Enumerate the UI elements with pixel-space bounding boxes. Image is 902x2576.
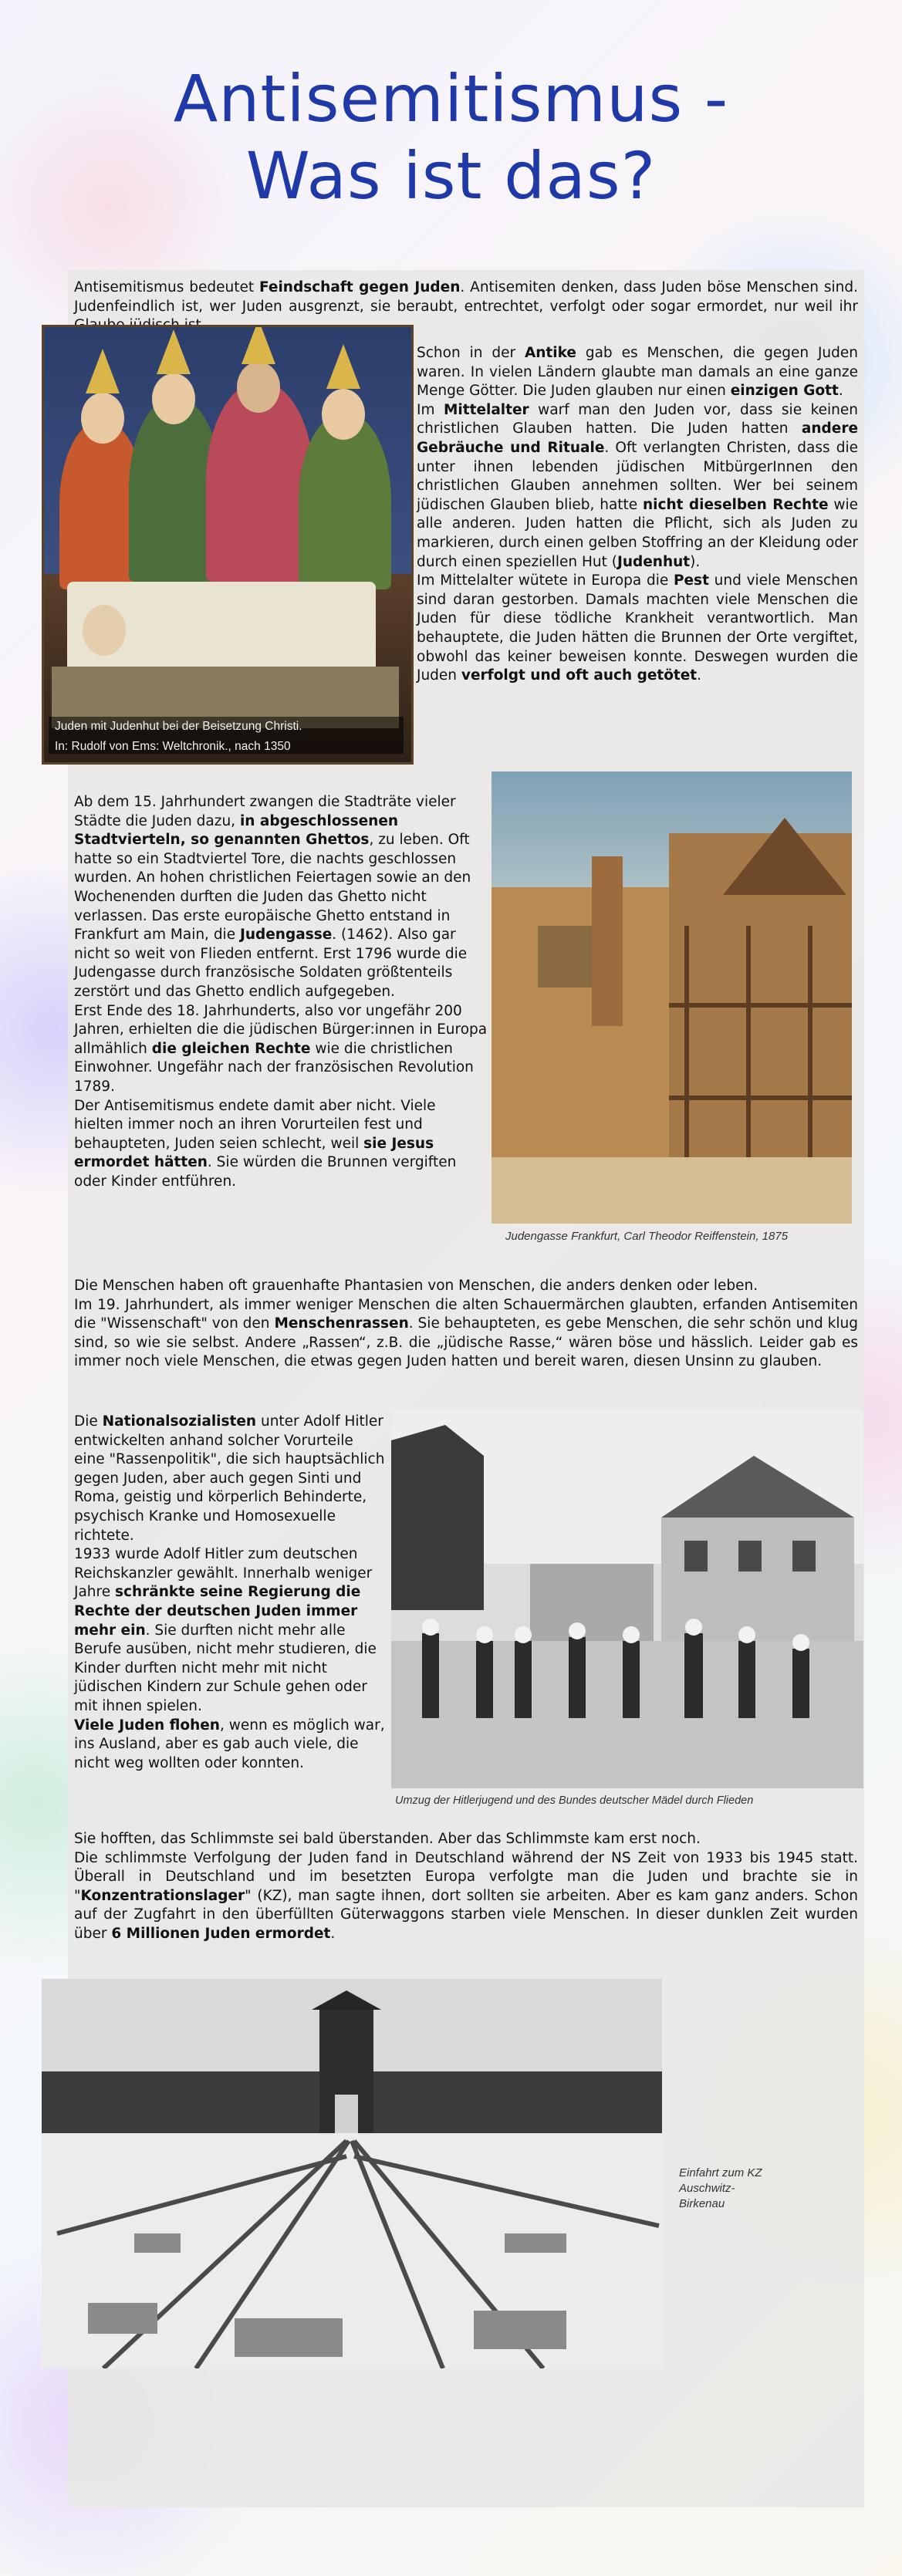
medieval-caption-line-1: Juden mit Judenhut bei der Beisetzung Christi. — [55, 720, 302, 733]
parade-photo — [391, 1410, 863, 1788]
hofften-paragraph: Sie hofften, das Schlimmste sei bald überstanden. Aber das Schlimmste kam erst noch. — [74, 1831, 701, 1847]
pest-paragraph: Im Mittelalter wütete in Europa die Pest und viele Menschen sind daran gestorben. Damals machten viele Menschen die Juden für diese tödliche Krankheit verantwortlich. Man behauptete, die Juden hätten die Brunnen der Orte vergiftet, obwohl das keiner beweisen konnte. Deswegen wurden die Juden verfolgt und oft auch getötet. — [417, 572, 858, 684]
auschwitz-photo — [42, 1979, 662, 2368]
title-line-2: Was ist das? — [245, 138, 657, 214]
ende18-paragraph: Erst Ende des 18. Jahrhunderts, also vor ungefähr 200 Jahren, erhielten die die jüdischen Bürger:innen in Europa allmählich die gleichen Rechte wie die christlichen Einwohner. Ungefähr nach der französischen Revolution 1789. — [74, 1002, 488, 1095]
title-line-1: Antisemitismus - — [173, 61, 729, 137]
ghetto-paragraph: Ab dem 15. Jahrhundert zwangen die Stadträte vieler Städte die Juden dazu, in abgeschlossenen Stadtvierteln, so genannten Ghettos, zu leben. Oft hatte so ein Stadtviertel Tore, die nachts geschlossen wurden. An hohen christlichen Feiertagen sowie an den Wochenenden durften die Juden das Ghetto nicht verlassen. Das erste europäische Ghetto entstand in Frankfurt am Main, die Judengasse. (1462). Also gar nicht so weit von Flieden entfernt. Erst 1796 wurde die Judengasse durch französische Soldaten größtenteils zerstört und das Ghetto endlich aufgegeben. — [74, 794, 471, 1000]
judengasse-painting — [492, 771, 852, 1224]
auschwitz-photo-svg — [42, 1979, 662, 2368]
jh19-paragraph: Im 19. Jahrhundert, als immer weniger Menschen die alten Schauermärchen glaubten, erfanden Antisemiten die "Wissenschaft" von den Menschenrassen. Sie behaupteten, es gebe Menschen, die sehr schön und klug sind, so wie sie selbst. Andere „Rassen“, z.B. die „jüdische Rasse,“ wären böse und hässlich. Leider gab es immer noch viele Menschen, die etwas gegen Juden hatten und bereit waren, diesen Unsinn zu glauben. — [74, 1296, 858, 1370]
parade-caption: Umzug der Hitlerjugend und des Bundes deutscher Mädel durch Flieden — [395, 1794, 754, 1807]
mittelalter-paragraph: Im Mittelalter warf man den Juden vor, dass sie keinen christlichen Glauben hatten. Die Juden hatten andere Gebräuche und Rituale. Oft verlangten Christen, dass die unter ihnen lebenden jüdischen MitbürgerInnen den christlichen Glauben annehmen sollten. Wer bei seinem jüdischen Glauben blieb, hatte nicht dieselben Rechte wie alle anderen. Juden hatten die Pflicht, sich als Juden zu markieren, durch einen gelben Stoffring an der Kleidung oder durch einen speziellen Hut (Judenhut). — [417, 401, 859, 570]
vorurteile-paragraph: Der Antisemitismus endete damit aber nicht. Viele hielten immer noch an ihren Vorurteilen fest und behaupteten, Juden seien schlecht, weil sie Jesus ermordet hätten. Sie würden die Brunnen vergiften oder Kinder entführen. — [74, 1097, 457, 1190]
parade-photo-svg — [391, 1410, 863, 1788]
ns-column — [74, 1413, 386, 1773]
medieval-illustration — [42, 325, 414, 765]
auschwitz-caption — [679, 2166, 802, 2212]
verfolgung-block — [74, 1830, 858, 1944]
phantasien-19jh-block — [74, 1277, 858, 1372]
phantasien-paragraph: Die Menschen haben oft grauenhafte Phantasien von Menschen, die anders denken oder leben. — [74, 1278, 758, 1294]
verfolgung-paragraph: Die schlimmste Verfolgung der Juden fand in Deutschland während der NS Zeit von 1933 bis 1945 statt. Überall in Deutschland und im besetzten Europa verfolgte man die Juden und brachte sie in "Konzentrationslager" (KZ), man sagte ihnen, dort sollten sie arbeiten. Aber es kam ganz anders. Schon auf der Zugfahrt in den überfüllten Güterwaggons starben viele Menschen. In dieser dunklen Zeit wurden über 6 Millionen Juden ermordet. — [74, 1849, 858, 1942]
auschwitz-caption-line-1: Einfahrt zum KZ — [679, 2166, 762, 2179]
auschwitz-caption-line-3: Birkenau — [679, 2197, 725, 2210]
antike-paragraph: Schon in der Antike gab es Menschen, die gegen Juden waren. In vielen Ländern glaubte man damals an eine ganze Menge Götter. Die Juden glauben nur einen einzigen Gott. — [417, 345, 858, 400]
antike-mittelalter-column — [417, 344, 858, 686]
flohen-paragraph: Viele Juden flohen, wenn es möglich war, ins Ausland, aber es gab auch viele, die nicht weg wollten oder konnten. — [74, 1717, 385, 1771]
y1933-paragraph: 1933 wurde Adolf Hitler zum deutschen Reichskanzler gewählt. Innerhalb weniger Jahre schränkte seine Regierung die Rechte der deutschen Juden immer mehr ein. Sie durften nicht mehr alle Berufe ausüben, nicht mehr studieren, die Kinder durften nicht mehr mit nicht jüdischen Kindern zur Schule gehen oder mit ihnen spielen. — [74, 1546, 377, 1714]
medieval-caption — [49, 717, 404, 754]
intro-paragraph: Antisemitismus bedeutet Feindschaft gegen Juden. Antisemiten denken, dass Juden böse Menschen sind. Judenfeindlich ist, wer Juden ausgrenzt, sie beraubt, entrechtet, verfolgt oder sogar ermordet, nur weil ihr — [74, 279, 859, 315]
ghetto-column — [74, 793, 488, 1191]
ns-paragraph: Die Nationalsozialisten unter Adolf Hitler entwickelten anhand solcher Vorurteile eine "Rassenpolitik", die sich hauptsächlich gegen Juden, aber auch gegen Sinti und Roma, geistig und körperlich Behinderte, psychisch Kranke und Homosexuelle richtete. — [74, 1413, 385, 1544]
auschwitz-caption-line-2: Auschwitz- — [679, 2182, 735, 2195]
medieval-caption-line-2: In: Rudolf von Ems: Weltchronik., nach 1350 — [55, 740, 291, 753]
judengasse-caption: Judengasse Frankfurt, Carl Theodor Reiffenstein, 1875 — [505, 1230, 789, 1243]
page-title — [0, 60, 902, 214]
